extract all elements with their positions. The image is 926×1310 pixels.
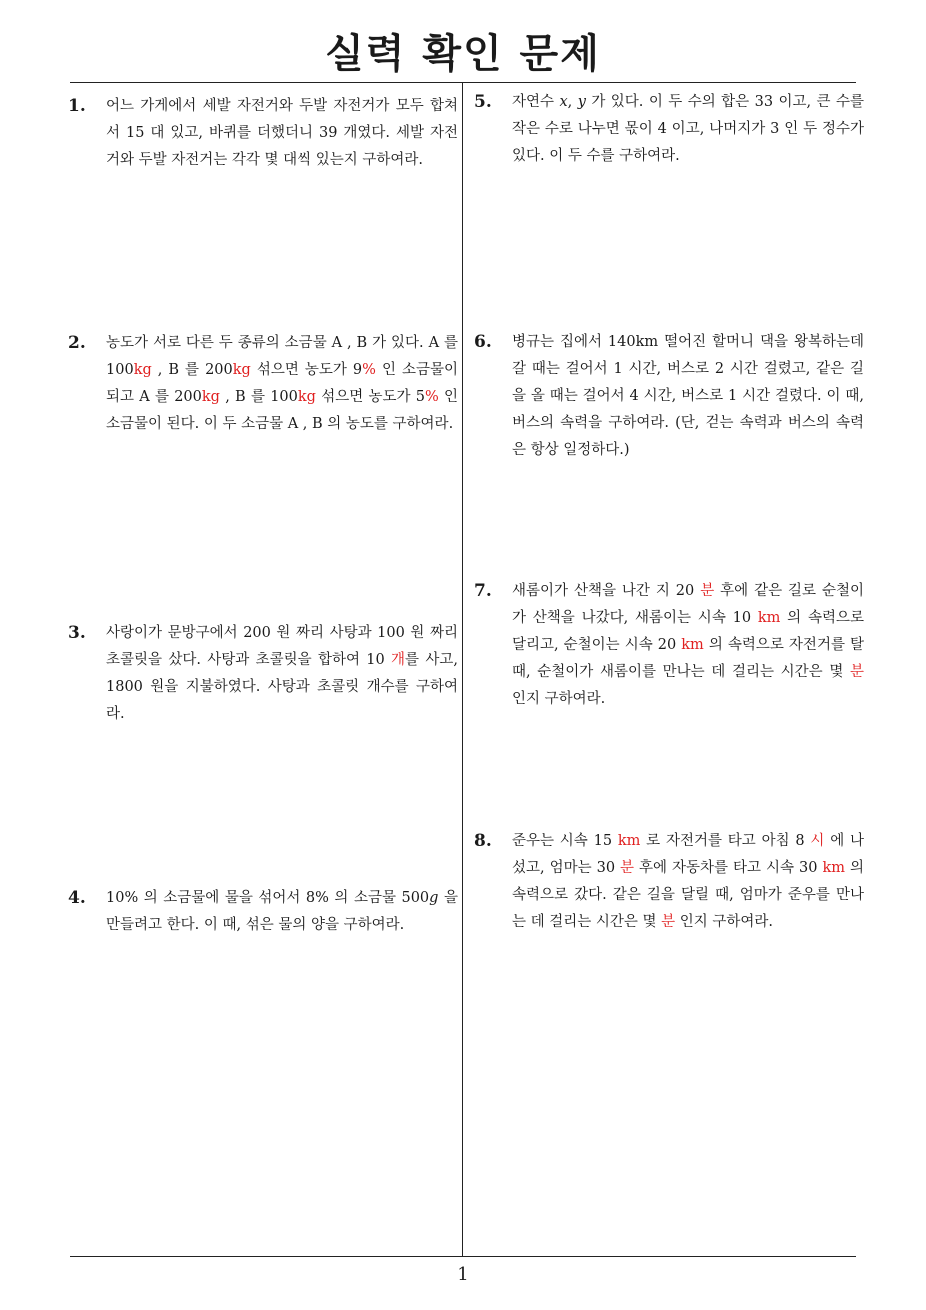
column-divider — [462, 82, 463, 1256]
text-run: 인지 구하여라. — [675, 914, 773, 930]
page-number: 1 — [457, 1264, 469, 1285]
text-run: 사랑이가 문방구에서 200 원 짜리 사탕과 100 원 짜리 초콜릿을 샀다. 사탕과 초콜릿을 합하여 10 — [106, 625, 458, 668]
unit-highlight: % — [362, 362, 376, 378]
text-run: 자연수 — [512, 94, 560, 110]
text-run: 의 속력으로 갔다. 같은 길을 달릴 때, 엄마가 준우를 만나는 데 걸리는 시간은 몇 — [512, 860, 865, 930]
text-run: 의 속력으로 달리고, 순철이는 시속 20 — [512, 610, 864, 653]
page-title: 실력 확인 문제 — [325, 31, 601, 77]
problem-7 — [474, 578, 864, 713]
text-run: 병규는 집에서 140km 떨어진 할머니 댁을 왕복하는데 갈 때는 걸어서 1 시간, 버스로 2 시간 걸렸고, 같은 길을 올 때는 걸어서 4 시간, 버스로 1 시간 걸렸다. 이 때, 버스의 속력을 구하여라. (단, 걷는 속력과 버스의 속력은 항상 일정하다.) — [512, 334, 864, 458]
text-run: , — [567, 94, 578, 110]
problem-5 — [474, 89, 864, 170]
text-run: 섞으면 농도가 5 — [315, 389, 425, 405]
unit-highlight: kg — [232, 362, 251, 378]
problem-text — [106, 885, 458, 939]
text-run: 인 소금물이 된다. 이 두 소금물 A , B 의 농도를 구하여라. — [106, 389, 458, 432]
problem-number: 3. — [68, 623, 86, 643]
text-run: 새롬이가 산책을 나간 지 20 — [512, 583, 701, 599]
text-run: 어느 가게에서 세발 자전거와 두발 자전거가 모두 합쳐서 15 대 있고, 바퀴를 더했더니 39 개였다. 세발 자전거와 두발 자전거는 각각 몇 대씩 있는지 구하여라. — [106, 98, 458, 168]
unit-highlight: km — [617, 833, 641, 849]
text-run: 후에 자동차를 타고 시속 30 — [634, 860, 823, 876]
text-run: , B 를 200 — [151, 362, 233, 378]
problem-text — [512, 578, 864, 713]
text-run: 의 속력으로 자전거를 탈 때, 순철이가 새롬이를 만나는 데 걸리는 시간은 몇 — [512, 637, 864, 680]
problem-6 — [474, 329, 864, 464]
text-run: 인 소금물이 되고 A 를 200 — [106, 362, 458, 405]
text-run: 10% 의 소금물에 물을 섞어서 8% 의 소금물 500 — [106, 890, 430, 906]
problem-text — [106, 330, 458, 438]
problem-2 — [68, 330, 458, 438]
problem-number: 2. — [68, 333, 86, 353]
unit-highlight: km — [822, 860, 846, 876]
problem-number: 7. — [474, 581, 492, 601]
header-rule — [70, 82, 856, 83]
text-run: 농도가 서로 다른 두 종류의 소금물 A , B 가 있다. A 를 100 — [106, 335, 458, 378]
text-run: 로 자전거를 타고 아침 8 — [640, 833, 811, 849]
problem-number: 4. — [68, 888, 86, 908]
unit-highlight: km — [757, 610, 781, 626]
unit-highlight: 분 — [620, 860, 635, 876]
unit-highlight: 분 — [700, 583, 715, 599]
problem-text — [512, 828, 864, 936]
text-run: 인지 구하여라. — [512, 691, 606, 707]
problem-text — [512, 329, 864, 464]
unit-highlight: 분 — [849, 664, 864, 680]
problem-4 — [68, 885, 458, 939]
unit-highlight: kg — [201, 389, 220, 405]
text-run: 을 만들려고 한다. 이 때, 섞은 물의 양을 구하여라. — [106, 890, 458, 933]
text-run: 에 나섰고, 엄마는 30 — [512, 833, 864, 876]
footer-rule — [70, 1256, 856, 1257]
problem-number: 6. — [474, 332, 492, 352]
unit-highlight: 분 — [661, 914, 676, 930]
problem-text — [512, 89, 864, 170]
unit-highlight: % — [424, 389, 439, 405]
text-run: 섞으면 농도가 9 — [250, 362, 363, 378]
problem-text — [106, 620, 458, 728]
math-variable: x — [559, 94, 568, 110]
problem-text — [106, 93, 458, 174]
text-run: , B 를 100 — [219, 389, 298, 405]
unit-highlight: 시 — [810, 833, 825, 849]
problem-number: 8. — [474, 831, 492, 851]
text-run: 가 있다. 이 두 수의 합은 33 이고, 큰 수를 작은 수로 나누면 몫이 4 이고, 나머지가 3 인 두 정수가 있다. 이 두 수를 구하여라. — [512, 94, 865, 164]
math-variable: g — [429, 890, 439, 906]
problem-number: 5. — [474, 92, 492, 112]
text-run: 후에 같은 길로 순철이가 산책을 나갔다, 새롬이는 시속 10 — [512, 583, 864, 626]
problem-8 — [474, 828, 864, 936]
problem-1 — [68, 93, 458, 174]
unit-highlight: km — [681, 637, 704, 653]
unit-highlight: kg — [133, 362, 152, 378]
unit-highlight: kg — [297, 389, 316, 405]
problem-number: 1. — [68, 96, 86, 116]
unit-highlight: 개 — [391, 652, 406, 668]
text-run: 준우는 시속 15 — [512, 833, 618, 849]
math-variable: y — [577, 94, 586, 110]
problem-3 — [68, 620, 458, 728]
text-run: 를 사고, 1800 원을 지불하였다. 사탕과 초콜릿 개수를 구하여라. — [106, 652, 458, 722]
